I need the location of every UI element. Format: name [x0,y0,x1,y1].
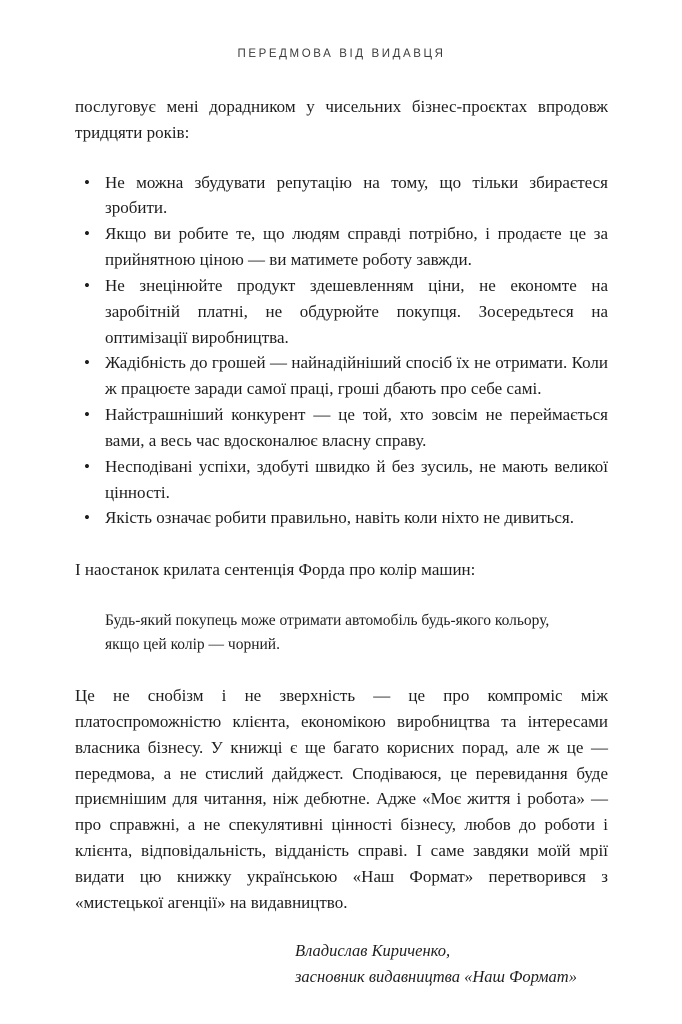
signature-title: засновник видавництва «Наш Формат» [295,966,577,986]
bullet-marker: • [84,508,90,528]
list-item [75,505,608,531]
bullet-marker: • [84,275,90,295]
list-item-text: Не можна збудувати репутацію на тому, що тільки збираєтеся зробити. [105,172,608,218]
bullet-marker: • [84,405,90,425]
list-item [75,350,608,402]
block-quote: Будь-який покупець може отримати автомобіль будь-якого кольору, якщо цей колір — чорний. [105,612,550,654]
list-item-text: Якщо ви робите те, що людям справді потрібно, і продаєте це за прийнятною ціною — ви матимете роботу завжди. [105,224,608,270]
bullet-marker: • [84,172,90,192]
list-item [75,221,608,273]
list-item [75,170,608,222]
list-item-text: Якість означає робити правильно, навіть коли ніхто не дивиться. [105,508,574,528]
list-item-text: Не знецінюйте продукт здешевленням ціни, не економте на заробітній платні, не обдурюйте покупця. Зосередьтеся на оптимізації виробництва. [105,275,608,347]
bullet-marker: • [84,456,90,476]
closing-paragraph: Це не снобізм і не зверхність — це про компроміс між платоспроможністю клієнта, економікою виробництва та інтересами власника бізнесу. У книжці є ще багато корисних порад, але ж це — передмова, а не стислий дайджест. Сподіваюся, це перевидання буде приємнішим для читання, ніж дебютне. Адже «Моє життя і робота» — про справжні, а не спекулятивні цінності бізнесу, любов до роботи і клієнта, відповідальність, відданість справі. І саме завдяки моїй мрії видати цю книжку українською «Наш Формат» перетворився з «мистецької агенції» на видавництво. [75,686,608,912]
list-item-text: Несподівані успіхи, здобуті швидко й без зусиль, не мають великої цінності. [105,456,608,502]
bullet-marker: • [84,224,90,244]
list-item [75,454,608,506]
running-header: ПЕРЕДМОВА ВІД ВИДАВЦЯ [237,48,446,60]
bullet-marker: • [84,353,90,373]
intro-paragraph: послуговує мені дорадником у чисельних бізнес-проєктах впродовж тридцяти років: [75,97,608,142]
list-item [75,402,608,454]
signature-block [295,938,608,991]
bullet-list [75,170,608,532]
list-item-text: Жадібність до грошей — найнадійніший спосіб їх не отримати. Коли ж працюєте заради самої праці, гроші дбають про себе самі. [105,353,608,399]
signature-name: Владислав Кириченко, [295,940,451,960]
list-item-text: Найстрашніший конкурент — це той, хто зовсім не переймається вами, а весь час вдосконалює власну справу. [105,405,608,450]
ford-intro-paragraph: І наостанок крилата сентенція Форда про колір машин: [75,560,476,580]
page-body [75,94,608,990]
list-item [75,273,608,350]
